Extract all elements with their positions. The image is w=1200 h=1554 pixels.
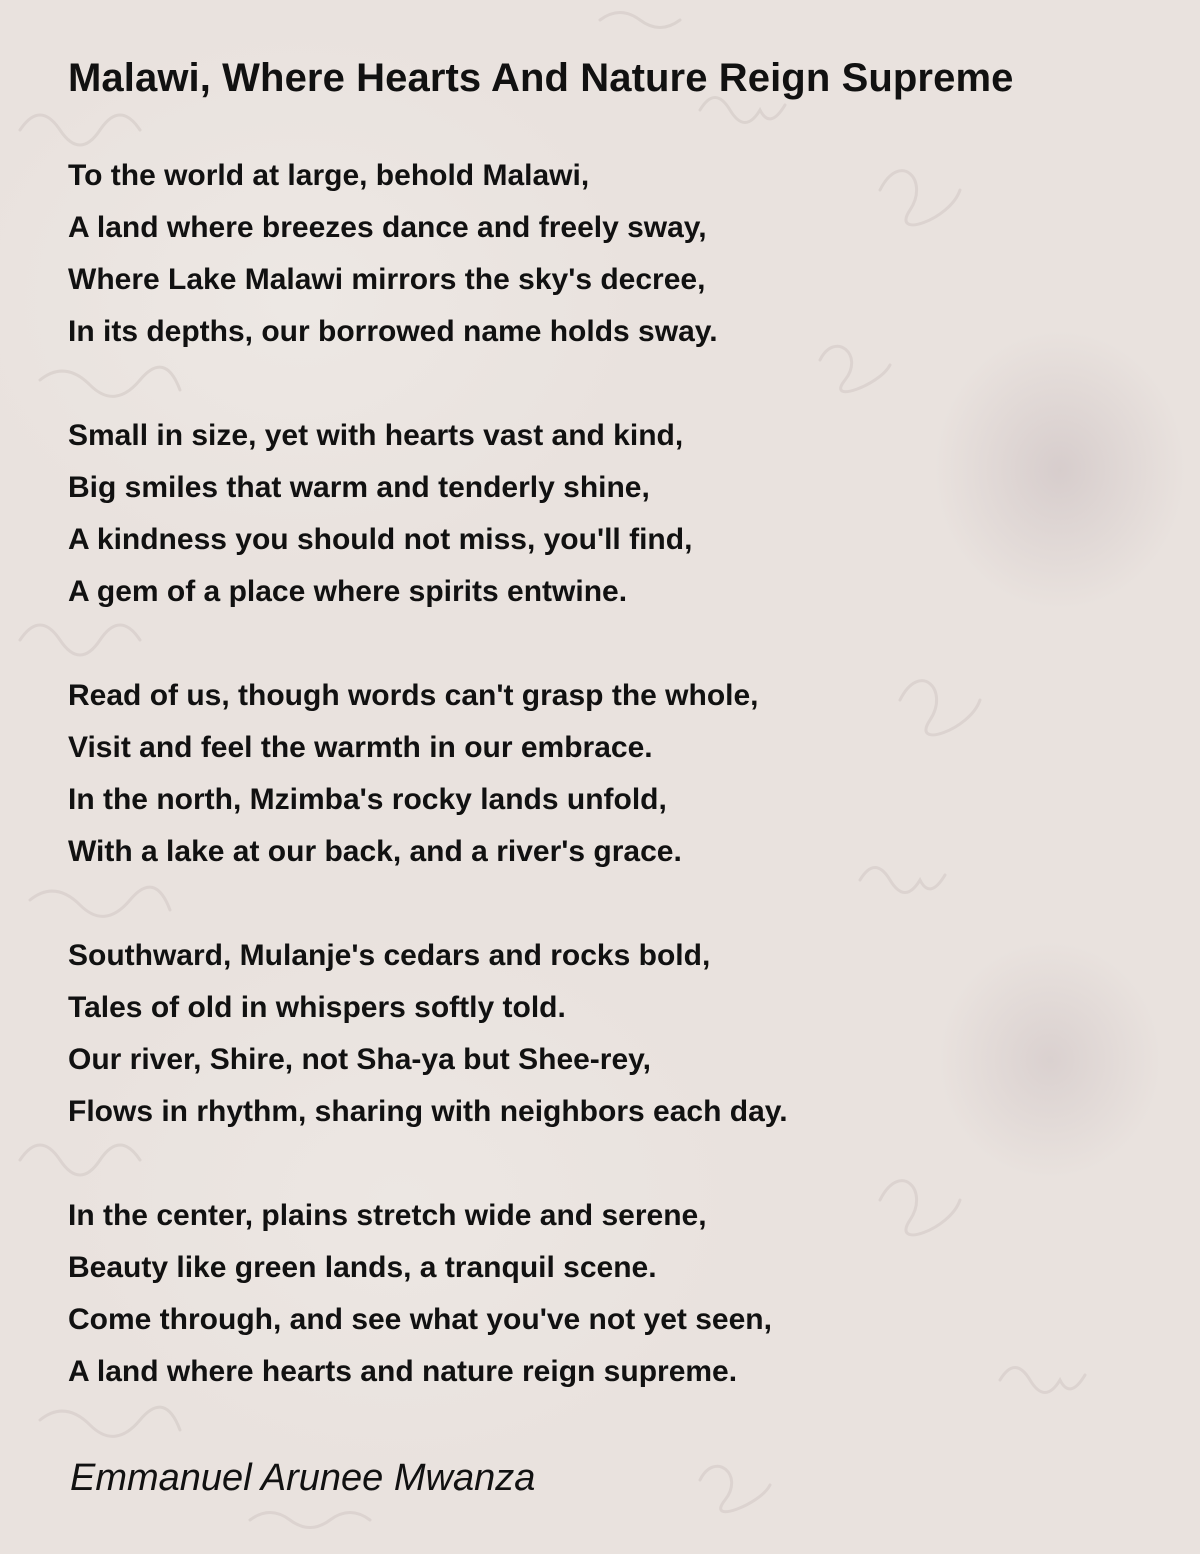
poem-line: Where Lake Malawi mirrors the sky's decree, <box>68 263 706 296</box>
poem-line: A land where breezes dance and freely sway, <box>68 211 707 244</box>
poem-line: Flows in rhythm, sharing with neighbors each day. <box>68 1095 788 1128</box>
stanza <box>68 670 1148 878</box>
poem-line: With a lake at our back, and a river's grace. <box>68 835 682 868</box>
stanza <box>68 410 1148 618</box>
poem-line: Small in size, yet with hearts vast and kind, <box>68 419 684 452</box>
poem-line: In its depths, our borrowed name holds sway. <box>68 315 718 348</box>
poem-line: Visit and feel the warmth in our embrace. <box>68 731 653 764</box>
poem-line: In the center, plains stretch wide and serene, <box>68 1199 707 1232</box>
poem-line: Our river, Shire, not Sha-ya but Shee-rey, <box>68 1043 651 1076</box>
poem-line: A kindness you should not miss, you'll find, <box>68 523 693 556</box>
poem-line: A gem of a place where spirits entwine. <box>68 575 628 608</box>
poem-line: To the world at large, behold Malawi, <box>68 159 590 192</box>
stanza <box>68 150 1148 358</box>
stanza <box>68 930 1148 1138</box>
poem-author: Emmanuel Arunee Mwanza <box>70 1457 536 1499</box>
poem-line: Big smiles that warm and tenderly shine, <box>68 471 650 504</box>
stanza <box>68 1190 1148 1398</box>
poem-line: Come through, and see what you've not yet seen, <box>68 1303 772 1336</box>
poem-line: A land where hearts and nature reign supreme. <box>68 1355 738 1388</box>
poem-line: Beauty like green lands, a tranquil scene. <box>68 1251 657 1284</box>
poem-line: Tales of old in whispers softly told. <box>68 991 566 1024</box>
poem-line: Read of us, though words can't grasp the whole, <box>68 679 759 712</box>
poem-line: In the north, Mzimba's rocky lands unfold, <box>68 783 667 816</box>
poem-line: Southward, Mulanje's cedars and rocks bold, <box>68 939 711 972</box>
poem-body <box>68 150 1148 1450</box>
poem-title: Malawi, Where Hearts And Nature Reign Supreme <box>68 56 1014 100</box>
